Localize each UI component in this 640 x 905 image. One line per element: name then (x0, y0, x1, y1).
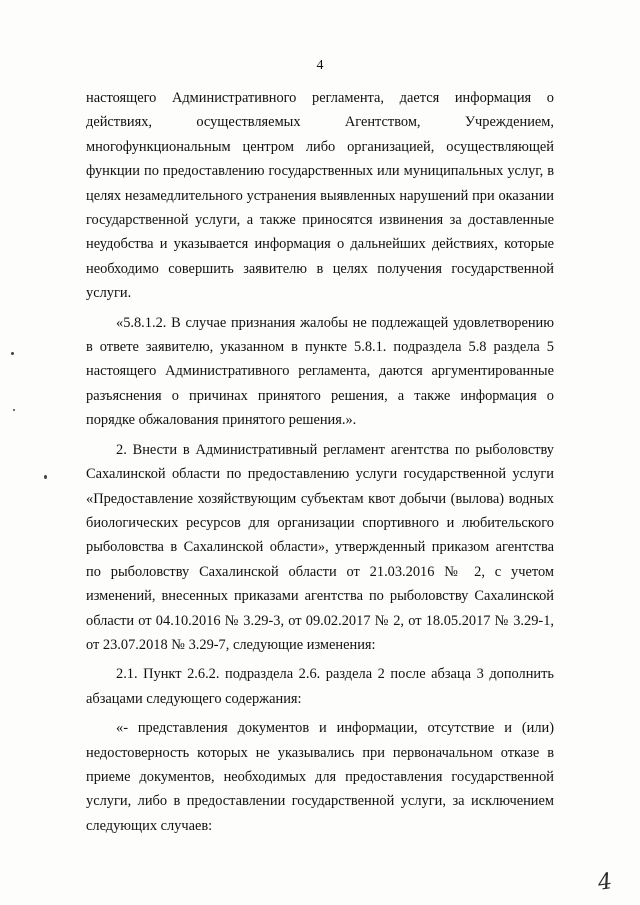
paragraph-continuation: настоящего Административного регламента, дается информация о действиях, осуществляемых Агентством, Учреждением, многофункциональным центром либо организацией, осуществляющей функции по предоставлению государственных или муниципальных услуг, в целях незамедлительного устранения выявленных нарушений при оказании государственной услуги, а также приносятся извинения за доставленные неудобства и указывается информация о дальнейших действиях, которые необходимо совершить заявителю в целях получения государственной услуги. (86, 90, 554, 302)
paragraph-item-2: 2. Внести в Административный регламент агентства по рыболовству Сахалинской области по предоставлению услуги государственной услуги «Предоставление хозяйствующим субъектам квот добычи (вылова) водных биологических ресурсов для организации спортивного и любительского рыболовства в Сахалинской области», утвержденный приказом агентства по рыболовству Сахалинской области от 21.03.2016 № 2, с учетом изменений, внесенных приказами агентства по рыболовству Сахалинской области от 04.10.2016 № 3.29-3, от 09.02.2017 № 2, от 18.05.2017 № 3.29-1, от 23.07.2018 № 3.29-7, следующие изменения: (86, 441, 554, 653)
handwritten-page-mark: 4 (596, 869, 614, 896)
paragraph-5-8-1-2: «5.8.1.2. В случае признания жалобы не подлежащей удовлетворению в ответе заявителю, указанном в пункте 5.8.1. подраздела 5.8 раздела 5 настоящего Административного регламента, даются аргументированные разъяснения о причинах принятого решения, а также информация о порядке обжалования принятого решения.». (86, 314, 554, 429)
page-number: 4 (316, 58, 324, 73)
paragraph-quoted-addition: «- представления документов и информации, отсутствие и (или) недостоверность которых не указывались при первоначальном отказе в приеме документов, необходимых для предоставления государственной услуги, либо в предоставлении государственной услуги, за исключением следующих случаев: (86, 720, 554, 834)
paragraph-item-2-1: 2.1. Пункт 2.6.2. подраздела 2.6. раздела 2 после абзаца 3 дополнить абзацами следующего содержания: (86, 666, 554, 707)
scan-speck (11, 352, 14, 355)
document-body (86, 86, 554, 838)
scan-speck (13, 409, 15, 411)
scan-speck (44, 475, 47, 479)
